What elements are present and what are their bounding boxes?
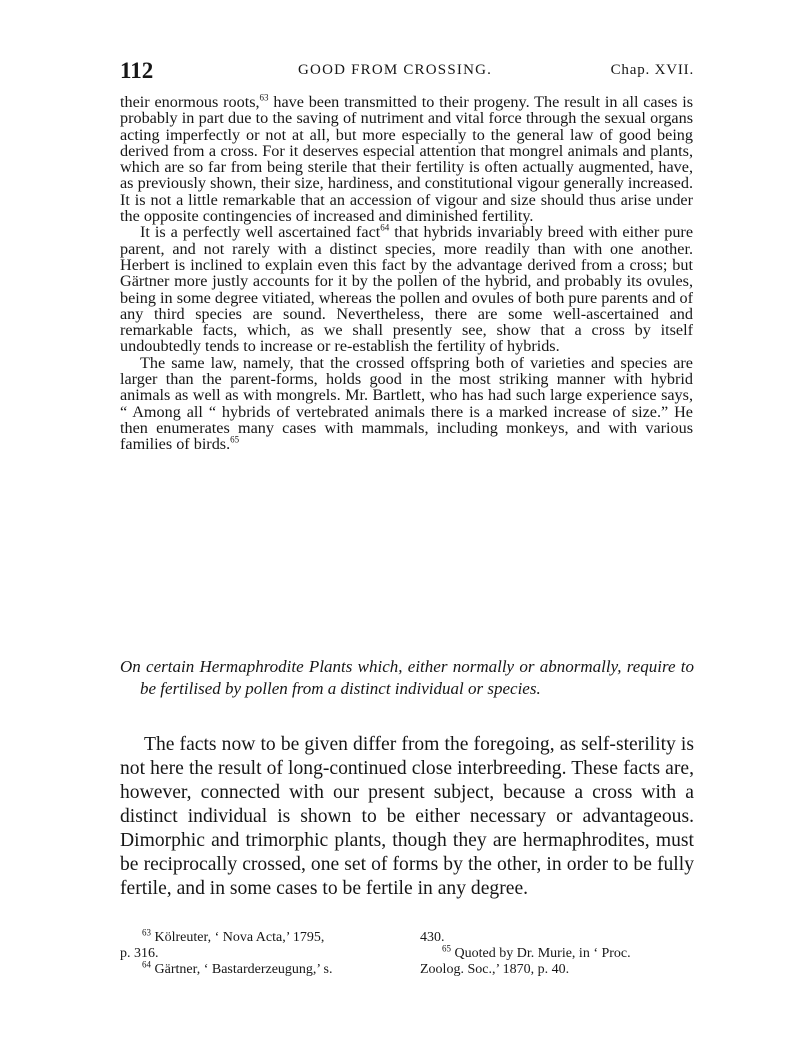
footnote-ref-65[interactable]: 65 <box>230 434 240 445</box>
chapter-label: Chap. XVII. <box>610 62 694 78</box>
footnote-65-continuation: Zoolog. Soc.,’ 1870, p. 40. <box>420 962 570 977</box>
paragraph-1-text-a: their enormous roots, <box>120 93 260 111</box>
paragraph-1 <box>120 94 693 224</box>
paragraph-3-text: The same law, namely, that the crossed offspring both of varieties and species are larger than the parent-forms, holds good in the most striking manner with hybrid animals as well as with mongrels. Mr. Bartlett, who has had such large experience says, “ Among all “ hybrids of vertebrated animals there is a marked increase of size.” He then enumerates many cases with mammals, including monkeys, and with various families of birds. <box>120 353 693 454</box>
footnote-63-text: Kölreuter, ‘ Nova Acta,’ 1795, <box>151 930 325 945</box>
footnote-65-text: Quoted by Dr. Murie, in ‘ Proc. <box>451 946 631 961</box>
footnote-64-text: Gärtner, ‘ Bastarderzeugung,’ s. <box>151 962 333 977</box>
footnote-mark-65: 65 <box>442 943 451 954</box>
footnote-65 <box>442 943 631 962</box>
footnote-63-page: p. 316. <box>120 946 159 961</box>
page-number: 112 <box>120 58 154 83</box>
footnotes <box>120 927 694 990</box>
paragraph-2 <box>120 224 693 354</box>
footnote-ref-64[interactable]: 64 <box>380 222 390 233</box>
paragraph-2-text-b: that hybrids invariably breed with either pure parent, and not rarely with a distinct species, more readily than with one another. Herbert is inclined to explain even this fact by the advantage derived from a cross; but Gärtner more justly accounts for it by the pollen of the hybrid, and probably its ovules, being in some degree vitiated, whereas the pollen and ovules of both pure parents and of any third species are sound. Nevertheless, there are some well-ascertained and remarkable facts, which, as we shall presently see, show that a cross by itself undoubtedly tends to increase or re-establish the fertility of hybrids. <box>120 223 693 356</box>
footnote-ref-63[interactable]: 63 <box>259 92 269 103</box>
running-title: GOOD FROM CROSSING. <box>298 62 493 78</box>
small-type-body <box>120 94 693 453</box>
section-heading: On certain Hermaphrodite Plants which, either normally or abnormally, require to be fertilised by pollen from a distinct individual or species. <box>120 657 694 698</box>
paragraph-4: The facts now to be given differ from the foregoing, as self-sterility is not here the result of long-continued close interbreeding. These facts are, however, connected with our present subject, because a cross with a distinct individual is shown to be either necessary or advantageous. Dimorphic and trimorphic plants, though they are hermaphrodites, must be reciprocally crossed, one set of forms by the other, in order to be fully fertile, and in some cases to be fertile in any degree. <box>120 734 694 899</box>
page-header <box>120 56 694 86</box>
paragraph-2-text-a: It is a perfectly well ascertained fact <box>140 223 381 242</box>
footnote-64 <box>142 959 333 978</box>
paragraph-3 <box>120 355 693 453</box>
footnote-63 <box>142 927 325 946</box>
footnote-mark-64: 64 <box>142 959 151 970</box>
footnote-mark-63: 63 <box>142 927 151 938</box>
paragraph-1-text-b: have been transmitted to their progeny. The result in all cases is probably in part due to the saving of nutriment and vital force through the sexual organs acting imperfectly or not at all, but more especially to the general law of good being derived from a cross. For it deserves especial attention that mongrel animals and plants, which are so far from being sterile that their fertility is often actually augmented, have, as previously shown, their size, hardiness, and constitutional vigour generally increased. It is not a little remarkable that an accession of vigour and size should thus arise under the opposite contingencies of increased and diminished fertility. <box>120 93 693 226</box>
footnote-63-continuation: 430. <box>420 930 445 945</box>
